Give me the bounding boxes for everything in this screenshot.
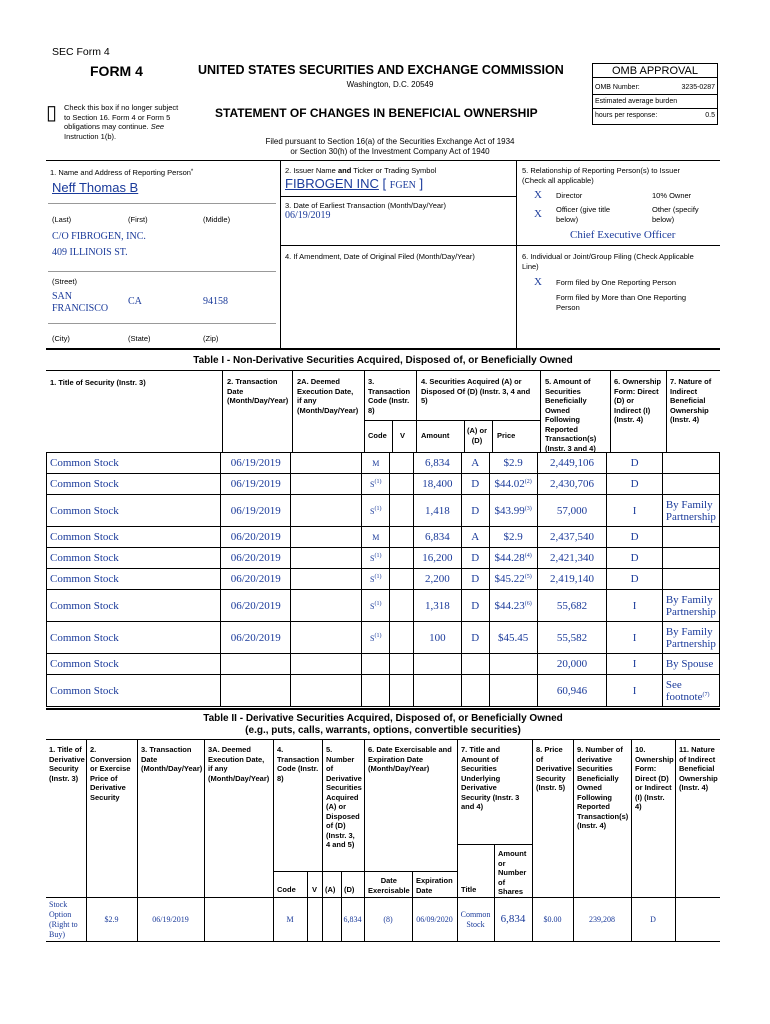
t2-sub-a: (A): [325, 885, 336, 894]
cell-price: $44.28$^{(4)}$: [489, 548, 537, 569]
director-check[interactable]: X: [534, 189, 542, 201]
checkbox-instructions: Check this box if no longer subject to Section 16. Form 4 or Form 5 obligations may continue. See Instruction 1(b).: [64, 103, 179, 141]
commission-title: UNITED STATES SECURITIES AND EXCHANGE COMMISSION: [198, 63, 564, 77]
cell-owned: 2,437,540: [537, 527, 607, 548]
cell-date: 06/20/2019: [221, 548, 291, 569]
cell-form: I: [607, 654, 662, 675]
t1-h6: 6. Ownership Form: Direct (D) or Indirect (I) (Instr. 4): [614, 377, 662, 424]
t1-h7: 7. Nature of Indirect Beneficial Ownership (Instr. 4): [670, 377, 712, 424]
t1-sub-code: Code: [368, 431, 387, 440]
officer-check[interactable]: X: [534, 208, 542, 220]
cell-title: Common Stock: [47, 675, 221, 707]
cell-empty: [291, 569, 362, 590]
cell-code: $S^{(1)}$: [362, 548, 390, 569]
cell-title: Common Stock: [47, 453, 221, 474]
state-value: CA: [128, 296, 142, 307]
cell-empty: [291, 590, 362, 622]
address-line-1: C/O FIBROGEN, INC.: [52, 231, 146, 242]
first-label: (First): [128, 215, 148, 224]
cell-title: Common Stock: [47, 654, 221, 675]
cell-owned: 2,419,140: [537, 569, 607, 590]
t2-sub-amt: Amount or Number of Shares: [498, 849, 527, 896]
zip-value: 94158: [203, 296, 228, 307]
cell-amount: [413, 654, 461, 675]
cell-nature: See footnote$^{(7)}$: [662, 675, 719, 707]
cell-date: 06/20/2019: [221, 527, 291, 548]
cell-amount: 1,318: [413, 590, 461, 622]
cell-title: Common Stock: [47, 527, 221, 548]
cell-code: $S^{(1)}$: [362, 495, 390, 527]
cell-date: 06/20/2019: [221, 569, 291, 590]
officer-title: Chief Executive Officer: [570, 229, 676, 241]
table-row: [47, 495, 720, 527]
state-label: (State): [128, 334, 151, 343]
cell-code: M: [362, 453, 390, 474]
cell-nature: [662, 548, 719, 569]
cell-form: D: [607, 474, 662, 495]
cell-nature: By Family Partnership: [662, 495, 719, 527]
t1-h1: 1. Title of Security (Instr. 3): [50, 378, 146, 387]
box3-label: 3. Date of Earliest Transaction (Month/Day/Year): [285, 201, 447, 210]
cell-date: 06/20/2019: [221, 622, 291, 654]
cell-empty: [390, 495, 414, 527]
officer-label: Officer (give title below): [556, 205, 611, 224]
t2-title: Stock Option (Right to Buy): [49, 900, 78, 939]
earliest-transaction-date: 06/19/2019: [285, 210, 331, 221]
cell-price: $45.45: [489, 622, 537, 654]
t2-h11: 11. Nature of Indirect Beneficial Ownership (Instr. 4): [679, 745, 718, 792]
cell-code: [362, 654, 390, 675]
box5-label: 5. Relationship of Reporting Person(s) to Issuer (Check all applicable): [522, 166, 680, 185]
t2-h9: 9. Number of derivative Securities Beneficially Owned Following Reported Transaction(s) (Instr. 4): [577, 745, 629, 830]
table-row: [47, 654, 720, 675]
t2-expiration: 06/09/2020: [416, 915, 453, 924]
cell-code: $S^{(1)}$: [362, 474, 390, 495]
cell-date: [221, 654, 291, 675]
cell-ad: D: [461, 569, 489, 590]
t2-sub-v: V: [312, 885, 318, 894]
table-row: [47, 622, 720, 654]
statement-title: STATEMENT OF CHANGES IN BENEFICIAL OWNERSHIP: [215, 106, 538, 120]
t2-h10: 10. Ownership Form: Direct (D) or Indirect (I) (Instr. 4): [635, 745, 674, 811]
table2-title: Table II - Derivative Securities Acquired, Disposed of, or Beneficially Owned (e.g., puts, calls, warrants, options, convertible securities): [203, 713, 563, 736]
box2-label: 2. Issuer Name and Ticker or Trading Symbol: [285, 166, 437, 175]
t2-h6: 6. Date Exercisable and Expiration Date (Month/Day/Year): [368, 745, 452, 773]
t2-underlying-amount: 6,834: [500, 913, 526, 925]
box6-label: 6. Individual or Joint/Group Filing (Check Applicable Line): [522, 252, 694, 271]
t1-h2: 2. Transaction Date (Month/Day/Year): [227, 377, 289, 405]
cell-form: D: [607, 453, 662, 474]
table-row: [47, 590, 720, 622]
box4-label: 4. If Amendment, Date of Original Filed (Month/Day/Year): [285, 252, 475, 261]
cell-nature: By Family Partnership: [662, 590, 719, 622]
cell-ad: [461, 654, 489, 675]
cell-empty: [291, 654, 362, 675]
issuer-name[interactable]: FIBROGEN INC [ FGEN ]: [285, 176, 424, 191]
t2-form: D: [650, 915, 656, 924]
t1-h5: 5. Amount of Securities Beneficially Owned Following Reported Transaction(s) (Instr. 3 and 4): [545, 377, 597, 453]
t2-h3a: 3A. Deemed Execution Date, if any (Month/Day/Year): [208, 745, 270, 783]
cell-ad: A: [461, 453, 489, 474]
cell-empty: [390, 453, 414, 474]
omb-title: OMB APPROVAL: [593, 64, 717, 78]
cell-owned: 57,000: [537, 495, 607, 527]
cell-empty: [291, 622, 362, 654]
reporting-person-name[interactable]: Neff Thomas B: [52, 180, 139, 195]
cell-empty: [390, 569, 414, 590]
zip-label: (Zip): [203, 334, 219, 343]
table1-body: [46, 452, 720, 707]
cell-owned: 20,000: [537, 654, 607, 675]
t2-price: $0.00: [543, 915, 562, 924]
middle-label: (Middle): [203, 215, 231, 224]
cell-amount: 1,418: [413, 495, 461, 527]
cell-form: D: [607, 569, 662, 590]
t2-code: M: [286, 915, 294, 924]
t2-h1: 1. Title of Derivative Security (Instr. 3): [49, 745, 85, 783]
cell-empty: [390, 590, 414, 622]
t1-h2a: 2A. Deemed Execution Date, if any (Month/Day/Year): [297, 377, 359, 415]
cell-code: $S^{(1)}$: [362, 590, 390, 622]
cell-ad: A: [461, 527, 489, 548]
cell-price: [489, 654, 537, 675]
table-row: [47, 527, 720, 548]
cell-price: $44.23$^{(6)}$: [489, 590, 537, 622]
t2-sub-date-ex: Date Exercisable: [368, 876, 410, 895]
cell-owned: 2,430,706: [537, 474, 607, 495]
city-value: SAN FRANCISCO: [52, 291, 109, 314]
table1-title: Table I - Non-Derivative Securities Acquired, Disposed of, or Beneficially Owned: [193, 355, 573, 366]
cell-date: 06/19/2019: [221, 495, 291, 527]
cell-empty: [291, 474, 362, 495]
cell-date: [221, 675, 291, 707]
cell-owned: 2,421,340: [537, 548, 607, 569]
cell-empty: [390, 474, 414, 495]
t1-sub-v: V: [400, 431, 406, 440]
cell-nature: By Spouse: [662, 654, 719, 675]
cell-price: $2.9: [489, 527, 537, 548]
cell-amount: 18,400: [413, 474, 461, 495]
director-label: Director: [556, 191, 583, 200]
t2-sub-d: (D): [344, 885, 355, 894]
t2-h2: 2. Conversion or Exercise Price of Derivative Security: [90, 745, 132, 802]
cell-code: M: [362, 527, 390, 548]
cell-owned: 55,682: [537, 590, 607, 622]
t2-h5: 5. Number of Derivative Securities Acquired (A) or Disposed of (D) (Instr. 3, 4 and 5): [326, 745, 362, 849]
cell-date: 06/19/2019: [221, 453, 291, 474]
cell-nature: [662, 527, 719, 548]
cell-amount: 16,200: [413, 548, 461, 569]
t2-conversion: $2.9: [104, 915, 119, 924]
cell-price: [489, 675, 537, 707]
one-person-label: Form filed by One Reporting Person: [556, 278, 677, 287]
cell-title: Common Stock: [47, 569, 221, 590]
cell-form: D: [607, 527, 662, 548]
t2-sub-code: Code: [277, 885, 296, 894]
cell-amount: [413, 675, 461, 707]
cell-price: $43.99$^{(3)}$: [489, 495, 537, 527]
t2-h4: 4. Transaction Code (Instr. 8): [277, 745, 320, 783]
table-row: [47, 675, 720, 707]
cell-ad: D: [461, 590, 489, 622]
cell-date: 06/19/2019: [221, 474, 291, 495]
cell-empty: [390, 675, 414, 707]
t2-h3: 3. Transaction Date (Month/Day/Year): [141, 745, 203, 773]
cell-nature: [662, 474, 719, 495]
t1-sub-price: Price: [497, 431, 516, 440]
cell-date: 06/20/2019: [221, 590, 291, 622]
cell-code: $S^{(1)}$: [362, 622, 390, 654]
t2-exercisable: (8): [383, 915, 393, 924]
cell-title: Common Stock: [47, 548, 221, 569]
cell-code: $S^{(1)}$: [362, 569, 390, 590]
cell-amount: 100: [413, 622, 461, 654]
t2-sub-exp: Expiration Date: [416, 876, 453, 895]
t1-h3: 3. Transaction Code (Instr. 8): [368, 377, 411, 415]
cell-title: Common Stock: [47, 590, 221, 622]
omb-burden: Estimated average burden: [595, 98, 678, 105]
cell-empty: [390, 622, 414, 654]
cell-form: I: [607, 622, 662, 654]
address-line-2: 409 ILLINOIS ST.: [52, 247, 128, 258]
ten-percent-label: 10% Owner: [652, 191, 692, 200]
t2-owned: 239,208: [589, 915, 615, 924]
t2-h8: 8. Price of Derivative Security (Instr. 5): [536, 745, 572, 792]
more-person-label: Form filed by More than One Reporting Person: [556, 293, 687, 312]
commission-city: Washington, D.C. 20549: [346, 80, 434, 89]
cell-ad: [461, 675, 489, 707]
table-row: [47, 548, 720, 569]
cell-empty: [390, 654, 414, 675]
filed-pursuant: Filed pursuant to Section 16(a) of the Securities Exchange Act of 1934 or Section 30(h) of the Investment Company Act of 1940: [265, 137, 515, 156]
t1-sub-amount: Amount: [421, 431, 450, 440]
cell-empty: [291, 453, 362, 474]
t2-underlying-title: Common Stock: [460, 910, 491, 929]
cell-form: D: [607, 548, 662, 569]
cell-price: $45.22$^{(5)}$: [489, 569, 537, 590]
other-label: Other (specify below): [652, 205, 699, 224]
cell-amount: 6,834: [413, 527, 461, 548]
cell-amount: 2,200: [413, 569, 461, 590]
cell-owned: 2,449,106: [537, 453, 607, 474]
cell-ad: D: [461, 548, 489, 569]
cell-amount: 6,834: [413, 453, 461, 474]
sec-form-label: SEC Form 4: [52, 46, 110, 58]
t2-disposed: 6,834: [343, 915, 362, 924]
table-row: [47, 569, 720, 590]
cell-title: Common Stock: [47, 474, 221, 495]
cell-price: $2.9: [489, 453, 537, 474]
street-label: (Street): [52, 277, 78, 286]
cell-empty: [291, 675, 362, 707]
t2-sub-title: Title: [461, 885, 477, 894]
cell-empty: [291, 548, 362, 569]
cell-ad: D: [461, 622, 489, 654]
table-row: [47, 453, 720, 474]
omb-hours: hours per response: 0.5: [595, 112, 715, 119]
cell-form: I: [607, 590, 662, 622]
cell-code: [362, 675, 390, 707]
cell-owned: 55,582: [537, 622, 607, 654]
cell-ad: D: [461, 474, 489, 495]
t1-h4: 4. Securities Acquired (A) or Disposed Of (D) (Instr. 3, 4 and 5): [421, 377, 531, 405]
checkbox-icon[interactable]: ▯: [46, 102, 58, 124]
cell-empty: [390, 527, 414, 548]
one-person-check[interactable]: X: [534, 276, 542, 288]
table-row: [47, 474, 720, 495]
cell-ad: D: [461, 495, 489, 527]
cell-form: I: [607, 675, 662, 707]
cell-nature: By Family Partnership: [662, 622, 719, 654]
city-label: (City): [52, 334, 70, 343]
t2-date: 06/19/2019: [152, 915, 189, 924]
cell-price: $44.02$^{(2)}$: [489, 474, 537, 495]
box1-label: 1. Name and Address of Reporting Person*: [50, 168, 194, 177]
cell-owned: 60,946: [537, 675, 607, 707]
cell-empty: [390, 548, 414, 569]
t1-sub-ad: (A) or (D): [467, 426, 487, 445]
cell-title: Common Stock: [47, 622, 221, 654]
cell-empty: [291, 527, 362, 548]
t2-h7: 7. Title and Amount of Securities Underlying Derivative Security (Instr. 3 and 4): [461, 745, 520, 811]
cell-form: I: [607, 495, 662, 527]
cell-nature: [662, 569, 719, 590]
cell-title: Common Stock: [47, 495, 221, 527]
omb-number: OMB Number: 3235-0287: [595, 84, 715, 91]
cell-empty: [291, 495, 362, 527]
last-label: (Last): [52, 215, 72, 224]
cell-nature: [662, 453, 719, 474]
form-title: FORM 4: [90, 63, 143, 79]
